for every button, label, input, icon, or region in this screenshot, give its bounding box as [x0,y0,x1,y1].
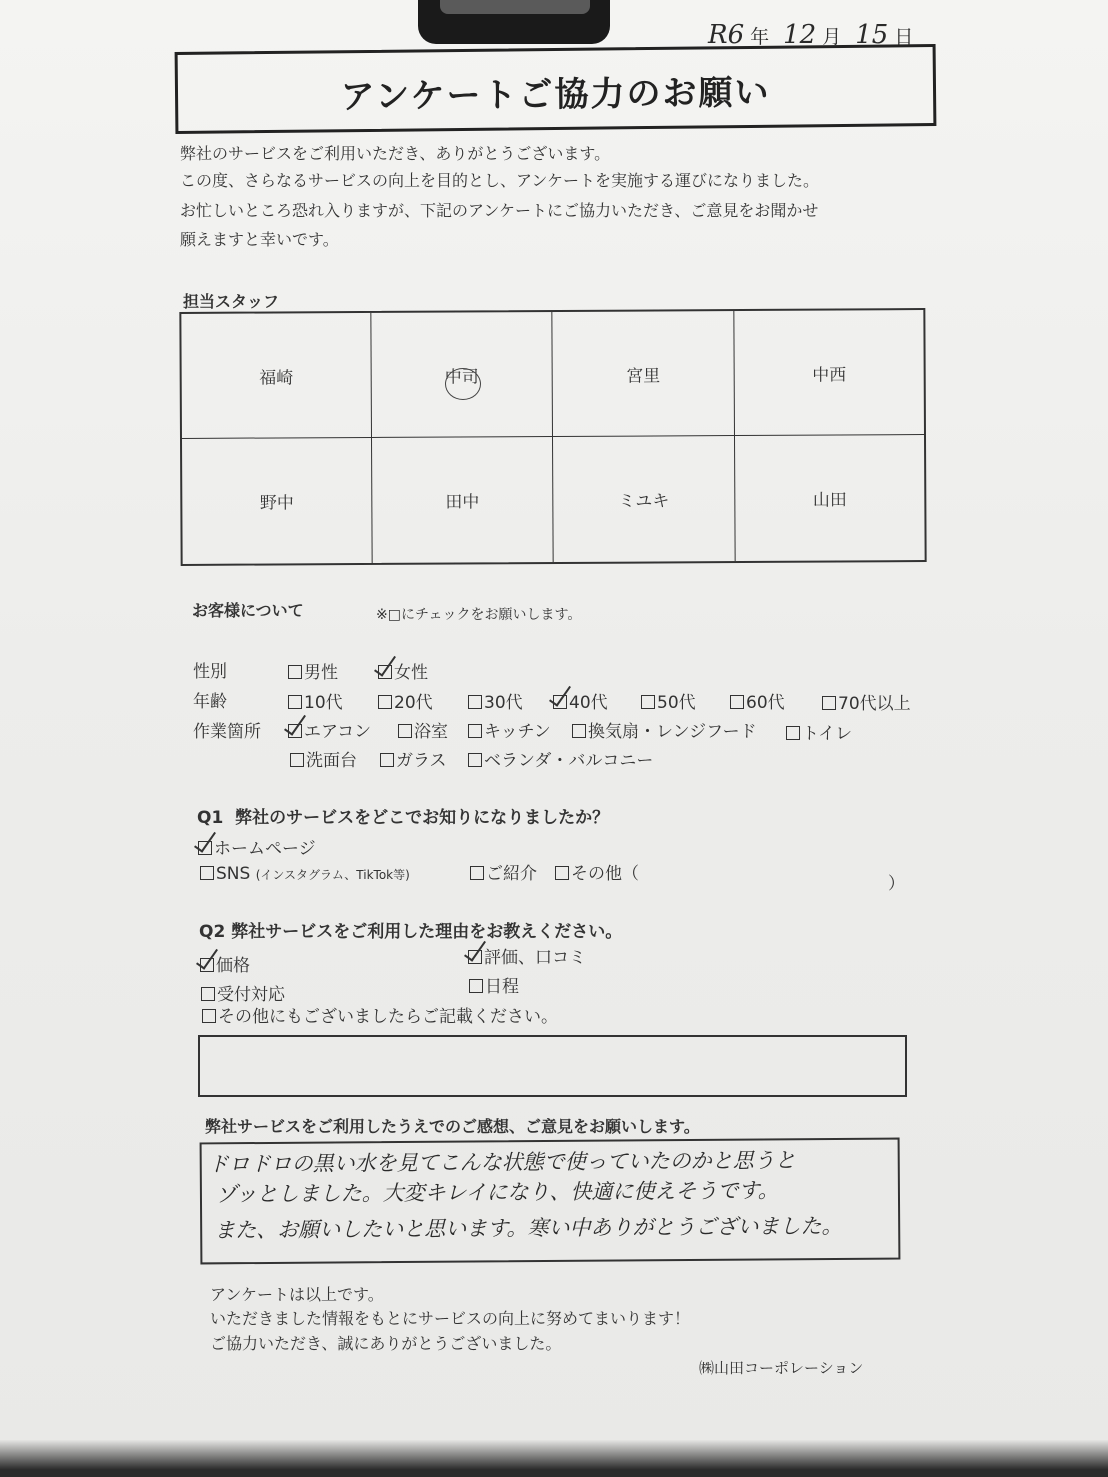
age-label: 年齢 [193,692,227,712]
outro-line-3: ご協力いただき、誠にありがとうございました。 [210,1334,562,1353]
age-option[interactable]: 50代 [641,688,696,713]
staff-cell[interactable]: 中西 [734,310,924,436]
area-option[interactable]: 換気扇・レンジフード [572,717,757,742]
date-month-unit: 月 [822,26,842,48]
gender-label: 性別 [193,662,227,682]
gender-male-option[interactable]: 男性 [288,658,338,683]
age-option[interactable]: 40代 [553,688,608,713]
customer-label: お客様について [192,601,304,620]
q2-option-other[interactable]: その他にもございましたらご記載ください。 [202,1002,558,1027]
checkbox[interactable] [200,866,214,880]
outro-line-1: アンケートは以上です。 [210,1285,384,1304]
checkbox[interactable] [380,753,394,767]
staff-cell[interactable]: 山田 [812,490,847,511]
area-option[interactable]: エアコン [288,717,371,742]
intro-line-3: お忙しいところ恐れ入りますが、下記のアンケートにご協力いただき、ご意見をお聞かせ [180,201,819,220]
q1-option-other[interactable]: その他（ [555,859,639,884]
checkbox[interactable] [378,695,392,709]
feedback-comment-box[interactable] [200,1138,901,1265]
page-title: アンケートご協力のお願い [340,72,771,118]
date-era-year: R6 [708,20,745,50]
q2-option-reception[interactable]: 受付対応 [201,980,285,1005]
area-option[interactable]: ガラス [380,746,447,771]
checkbox-checked[interactable] [200,958,214,972]
age-option[interactable]: 70代以上 [822,689,911,714]
date-day-unit: 日 [894,26,914,48]
q2-question: Q2 弊社サービスをご利用した理由をお教えください。 [199,922,623,942]
staff-cell[interactable]: 中司 [371,312,553,438]
checkbox-checked[interactable] [468,950,482,964]
age-option[interactable]: 30代 [468,688,523,713]
feedback-line-3: また、お願いしたいと思います。寒い中ありがとうございました。 [214,1213,843,1243]
staff-cell[interactable]: 野中 [182,438,373,564]
area-option[interactable]: 洗面台 [290,746,357,771]
staff-cell[interactable]: 宮里 [552,311,735,437]
q2-option-price[interactable]: 価格 [200,951,250,976]
date-day: 15 [855,20,889,50]
title-box [175,44,937,134]
q2-option-schedule[interactable]: 日程 [469,972,519,997]
q2-other-input[interactable] [198,1035,907,1097]
outro-line-2: いただきました情報をもとにサービスの向上に努めてまいります！ [210,1309,691,1328]
checkbox[interactable] [572,724,586,738]
q1-option-sns[interactable]: SNS (インスタグラム、TikTok等) [200,864,410,884]
intro-line-2: この度、さらなるサービスの向上を目的とし、アンケートを実施する運びになりました。 [180,171,820,190]
gender-female-option[interactable]: 女性 [378,658,428,683]
q1-option-homepage[interactable]: ホームページ [198,834,316,859]
area-label: 作業箇所 [193,722,261,742]
company-name: ㈱山田コーポレーション [699,1359,864,1377]
age-option[interactable]: 10代 [288,688,343,713]
staff-circle-mark [445,368,481,400]
q1-close-paren: ） [888,874,905,894]
checkbox[interactable] [641,695,655,709]
checkbox[interactable] [288,665,302,679]
age-option[interactable]: 20代 [378,688,433,713]
staff-cell[interactable]: ミユキ [553,436,736,562]
age-option[interactable]: 60代 [730,688,785,713]
checkbox-checked[interactable] [378,665,392,679]
checkbox-checked[interactable] [553,695,567,709]
checkbox[interactable] [730,695,744,709]
feedback-label: 弊社サービスをご利用したうえでのご感想、ご意見をお願いします。 [205,1117,700,1136]
checkbox[interactable] [202,1009,216,1023]
intro-line-1: 弊社のサービスをご利用いただき、ありがとうございます。 [180,144,611,163]
area-option[interactable]: ベランダ・バルコニー [468,746,653,771]
intro-line-4: 願えますと幸いです。 [180,230,339,249]
area-option[interactable]: キッチン [468,717,551,742]
q1-question: Q1 弊社のサービスをどこでお知りになりましたか？ [197,808,610,828]
checkbox[interactable] [288,695,302,709]
checkbox[interactable] [786,726,800,740]
checkbox-checked[interactable] [198,841,212,855]
checkbox-checked[interactable] [288,724,302,738]
checkbox[interactable] [555,866,569,880]
staff-cell[interactable]: 田中 [372,437,554,563]
feedback-line-1: ドロドロの黒い水を見てこんな状態で使っていたのかと思うと [207,1148,796,1177]
date-month: 12 [783,20,817,50]
clipboard-clip-inner [440,0,590,14]
checkbox[interactable] [822,696,836,710]
staff-cell[interactable]: 福崎 [181,313,372,439]
customer-note: ※□にチェックをお願いします。 [376,607,582,623]
area-option[interactable]: トイレ [786,719,852,744]
area-option[interactable]: 浴室 [398,717,448,742]
checkbox[interactable] [290,753,304,767]
date-year-unit: 年 [750,26,770,48]
checkbox[interactable] [201,987,215,1001]
checkbox[interactable] [468,695,482,709]
feedback-line-2: ゾッとしました。大変キレイになり、快適に使えそうです。 [215,1178,779,1207]
checkbox[interactable] [398,724,412,738]
q2-option-review[interactable]: 評価、口コミ [468,943,586,968]
q1-option-referral[interactable]: ご紹介 [470,859,537,884]
checkbox[interactable] [468,753,482,767]
checkbox[interactable] [468,724,482,738]
checkbox[interactable] [470,866,484,880]
staff-label: 担当スタッフ [183,292,280,311]
staff-grid [179,308,926,566]
checkbox[interactable] [469,979,483,993]
desk-shadow [0,1440,1108,1477]
